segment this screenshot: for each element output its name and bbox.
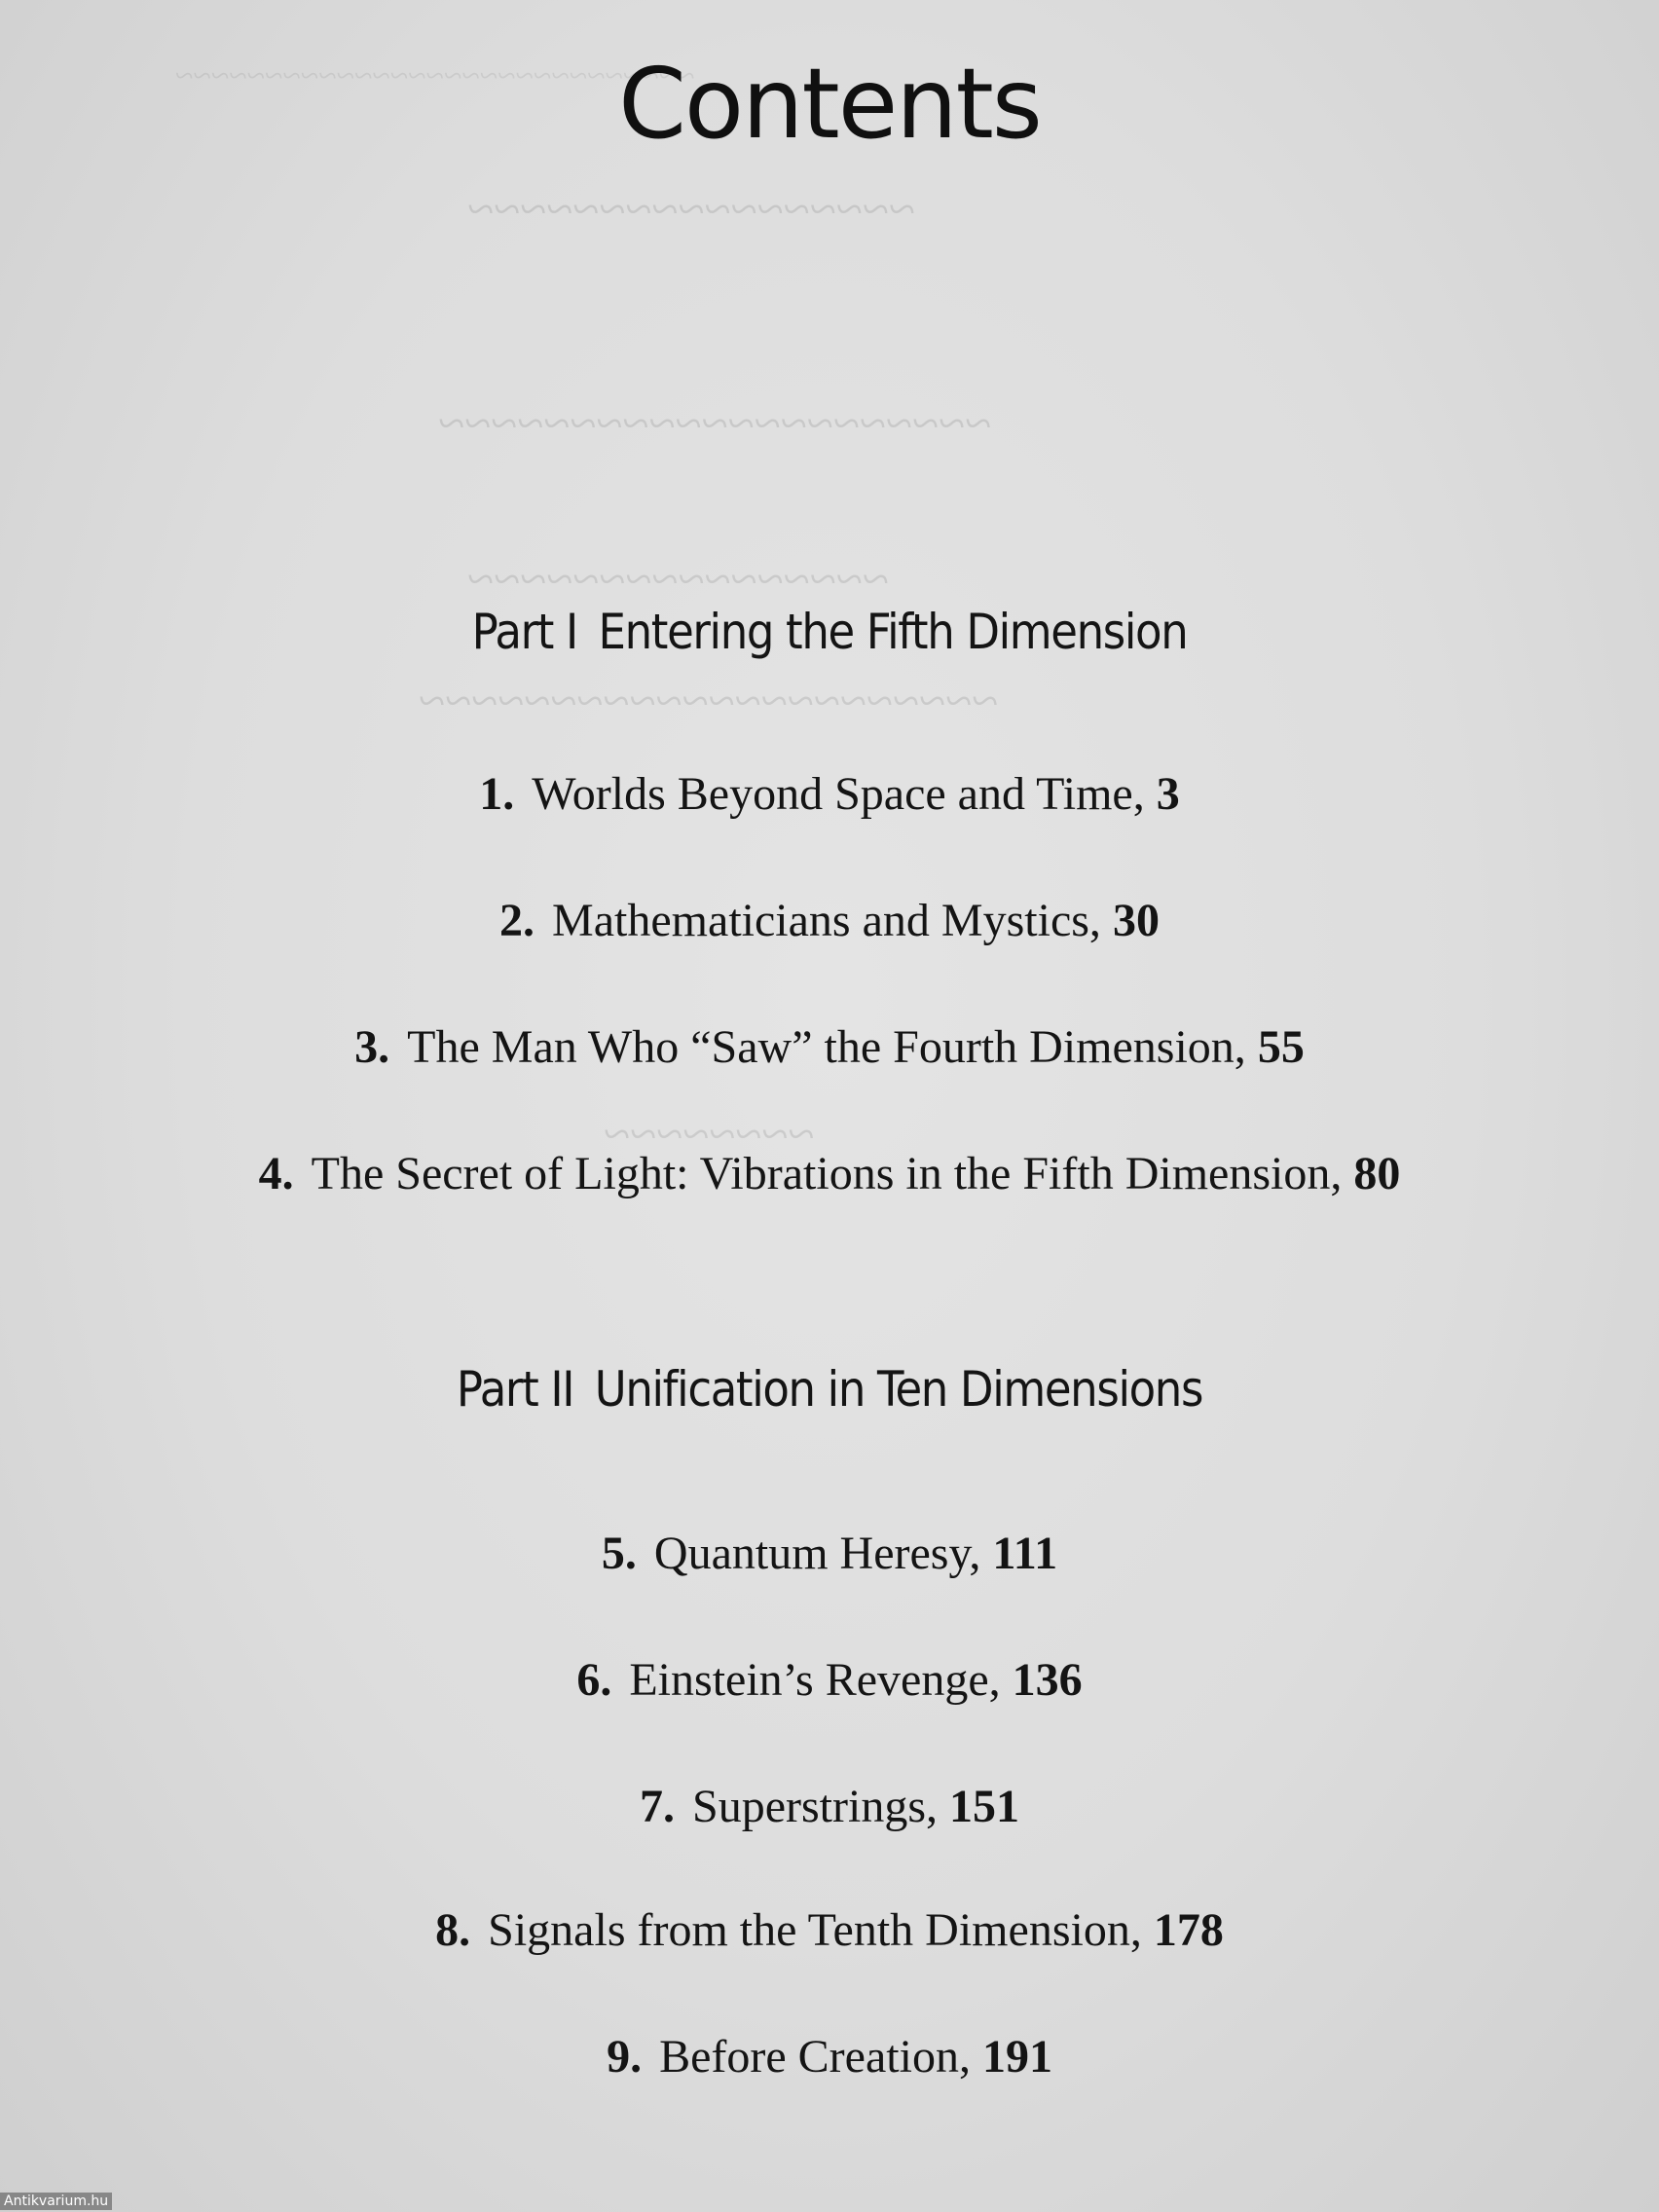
chapter-page: 80 bbox=[1353, 1148, 1401, 1199]
chapter-page: 30 bbox=[1112, 895, 1160, 946]
toc-entry[interactable] bbox=[0, 1147, 1659, 1200]
watermark: Antikvarium.hu bbox=[0, 2193, 112, 2210]
chapter-number: 1. bbox=[479, 768, 515, 820]
chapter-number: 8. bbox=[435, 1904, 471, 1956]
chapter-page: 136 bbox=[1012, 1654, 1083, 1706]
part-number: Part II bbox=[456, 1361, 574, 1418]
chapter-number: 7. bbox=[640, 1781, 675, 1832]
part-name: Unification in Ten Dimensions bbox=[594, 1361, 1203, 1418]
toc-entry[interactable] bbox=[0, 1780, 1659, 1833]
toc-entry[interactable] bbox=[0, 1527, 1659, 1580]
chapter-number: 5. bbox=[601, 1528, 637, 1579]
toc-entry[interactable] bbox=[0, 1903, 1659, 1957]
toc-entry[interactable] bbox=[0, 1653, 1659, 1707]
chapter-number: 6. bbox=[576, 1654, 612, 1706]
chapter-page: 151 bbox=[949, 1781, 1019, 1832]
part-heading-1 bbox=[83, 604, 1576, 660]
chapter-title: Worlds Beyond Space and Time, bbox=[532, 768, 1145, 820]
page-title: Contents bbox=[618, 47, 1041, 161]
chapter-page: 55 bbox=[1257, 1021, 1305, 1073]
chapter-page: 111 bbox=[992, 1528, 1058, 1579]
chapter-number: 9. bbox=[607, 2031, 643, 2083]
show-through-text: ~~~~~~~~~~~~~~~~~~~~~~~~~~~~~ ~~~~~~~~~~~~~~~~~ ~~~~~~~~~~~~~~~~~~~~~ ~~~~~~~~~~~~~~~~ ~~~~~~~~~~~~~~~~~~~~~~ ~~~~~~~~ bbox=[175, 58, 999, 1161]
chapter-page: 3 bbox=[1156, 768, 1180, 820]
part-number: Part I bbox=[471, 604, 577, 660]
toc-entry[interactable] bbox=[0, 894, 1659, 947]
toc-entry[interactable] bbox=[0, 2030, 1659, 2083]
part-heading-2 bbox=[83, 1361, 1576, 1418]
chapter-title: Quantum Heresy, bbox=[653, 1528, 981, 1579]
chapter-number: 2. bbox=[499, 895, 535, 946]
chapter-page: 191 bbox=[981, 2031, 1052, 2083]
toc-entry[interactable] bbox=[0, 1020, 1659, 1074]
chapter-title: Superstrings, bbox=[692, 1781, 938, 1832]
chapter-title: Einstein’s Revenge, bbox=[629, 1654, 1001, 1706]
chapter-title: Mathematicians and Mystics, bbox=[552, 895, 1101, 946]
chapter-title: Before Creation, bbox=[659, 2031, 971, 2083]
chapter-number: 4. bbox=[258, 1148, 294, 1199]
chapter-number: 3. bbox=[354, 1021, 390, 1073]
chapter-page: 178 bbox=[1153, 1904, 1224, 1956]
chapter-title: The Secret of Light: Vibrations in the Fifth Dimension, bbox=[311, 1148, 1343, 1199]
toc-entry[interactable] bbox=[0, 767, 1659, 821]
part-name: Entering the Fifth Dimension bbox=[598, 604, 1188, 660]
chapter-title: The Man Who “Saw” the Fourth Dimension, bbox=[407, 1021, 1246, 1073]
chapter-title: Signals from the Tenth Dimension, bbox=[488, 1904, 1142, 1956]
